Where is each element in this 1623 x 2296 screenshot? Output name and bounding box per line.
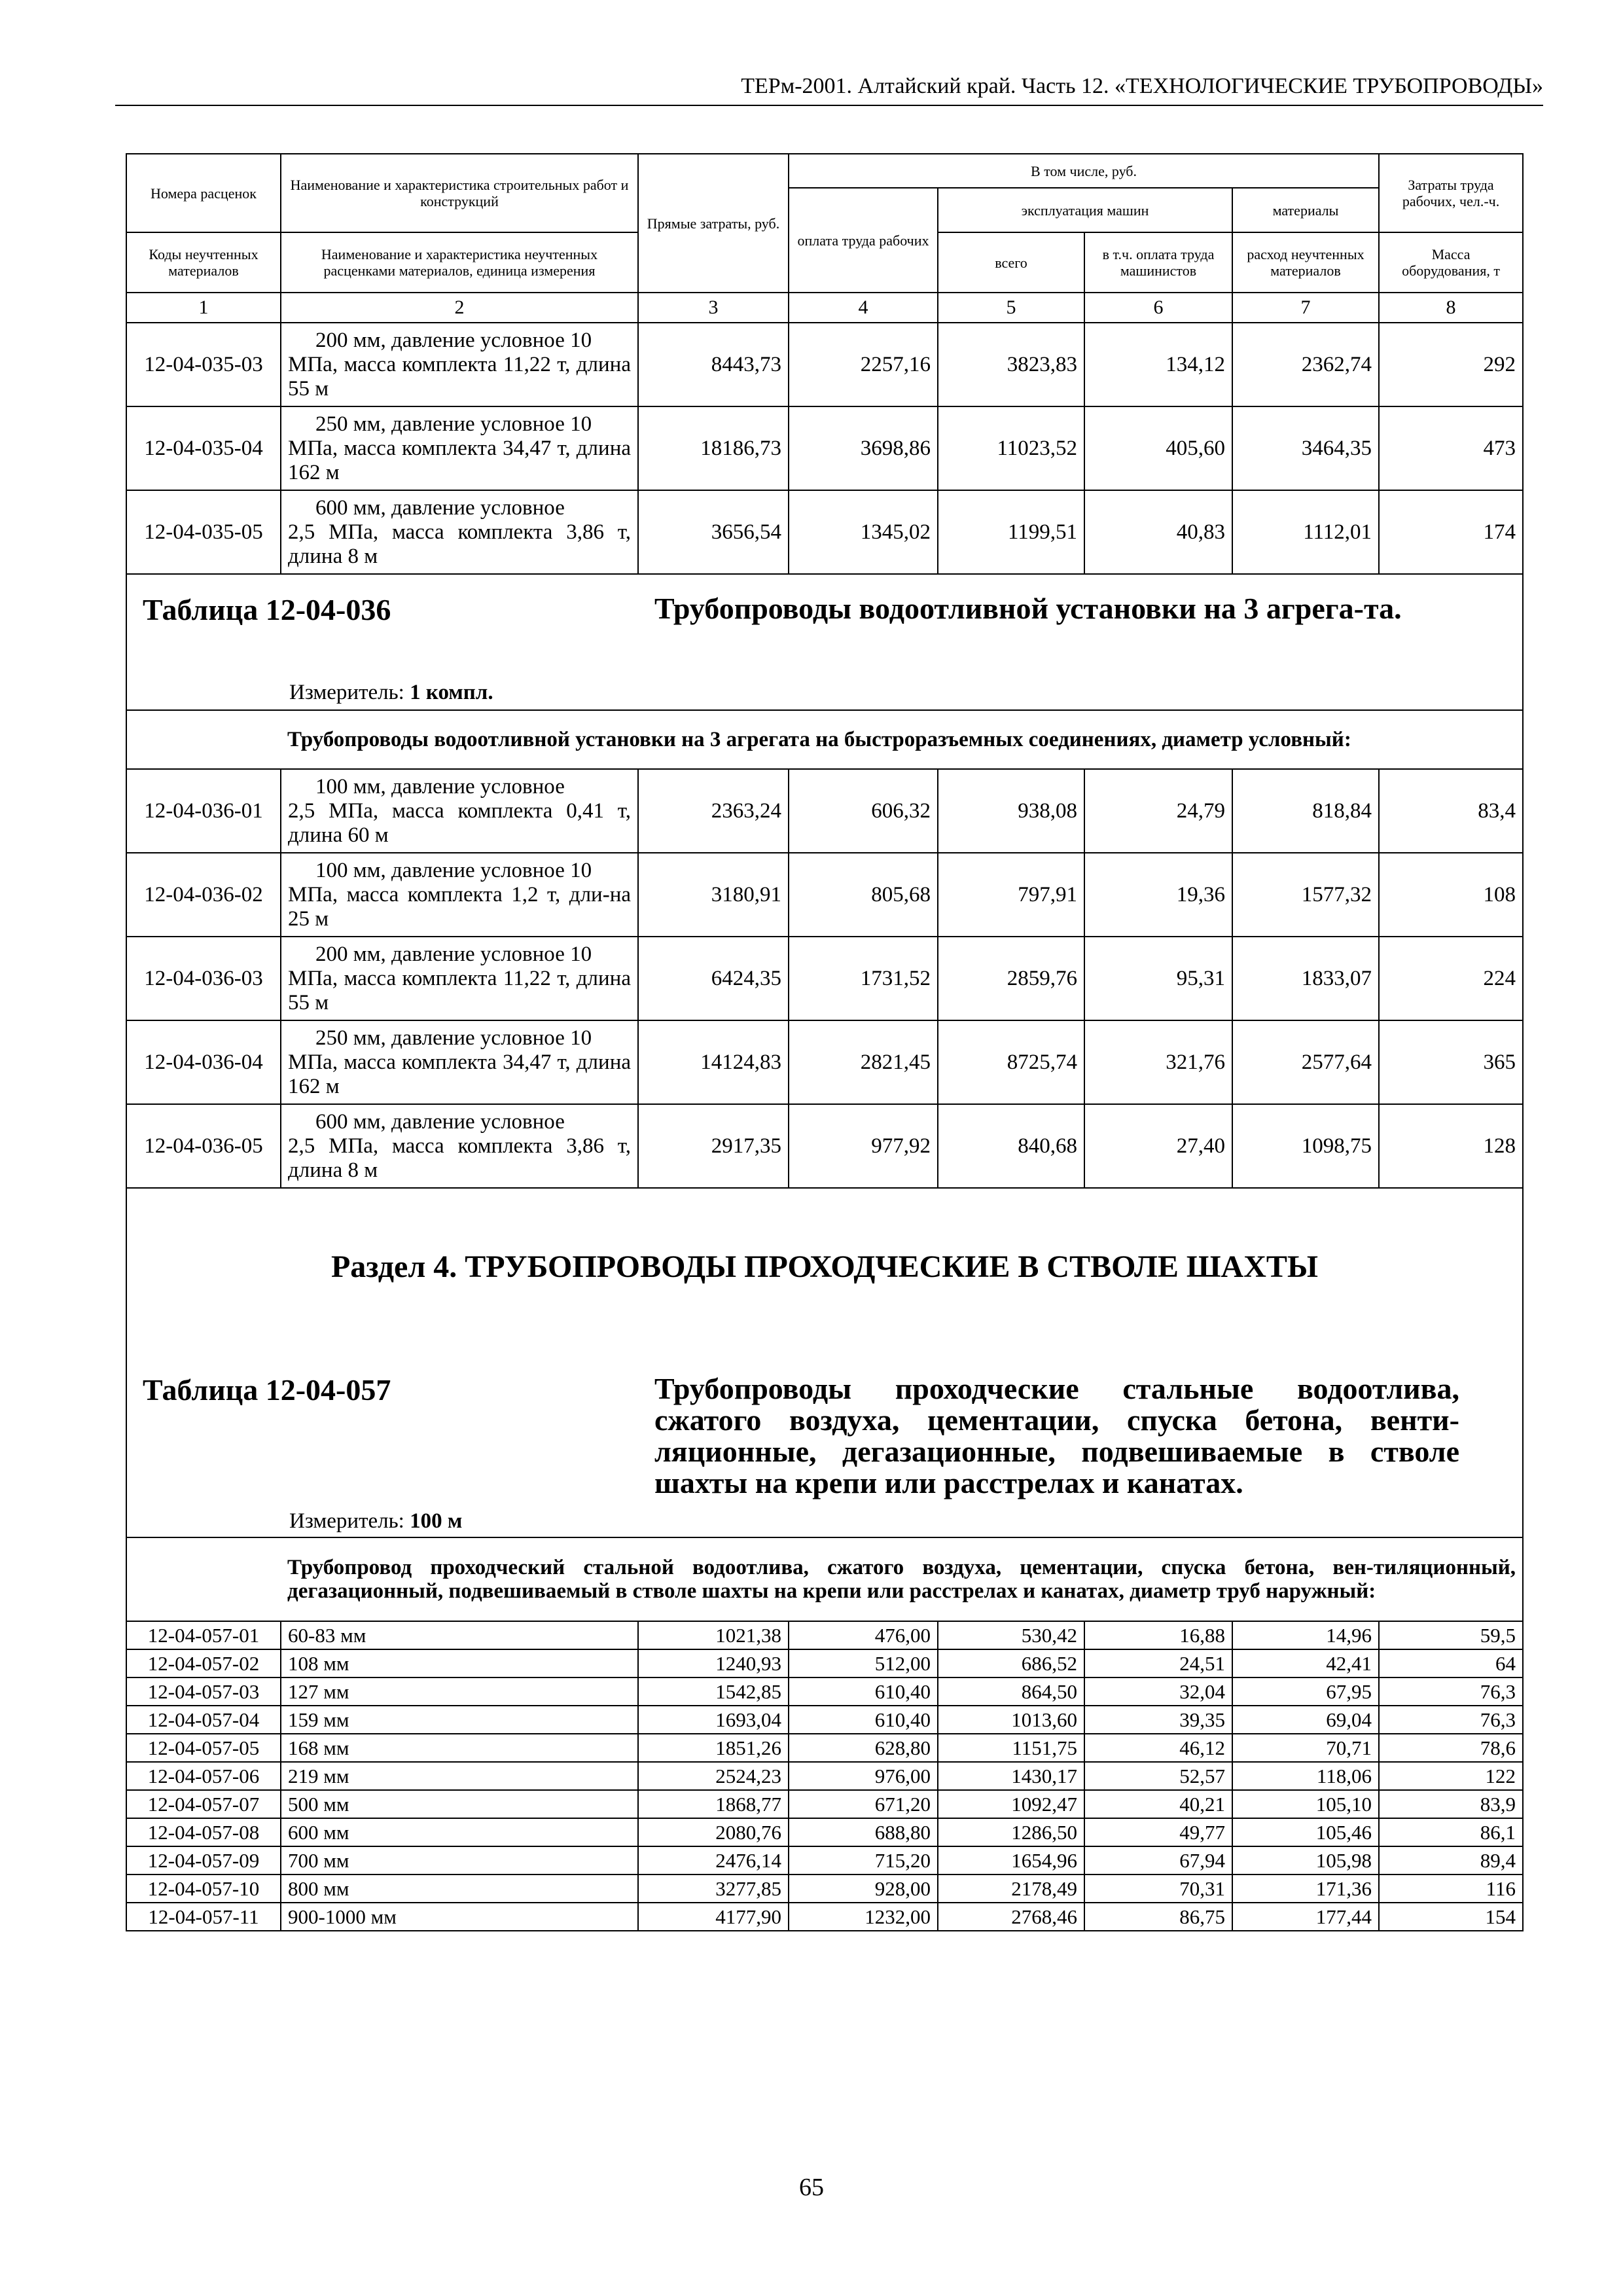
rate-code: 12-04-036-05 bbox=[126, 1104, 281, 1188]
rate-code: 12-04-057-01 bbox=[126, 1621, 281, 1649]
rate-code: 12-04-036-03 bbox=[126, 937, 281, 1020]
direct-costs: 2363,24 bbox=[638, 769, 789, 853]
rate-name bbox=[281, 769, 638, 853]
labor-hours: 473 bbox=[1379, 406, 1523, 490]
column-number: 6 bbox=[1084, 293, 1232, 323]
rate-code: 12-04-057-06 bbox=[126, 1762, 281, 1790]
table-036-block bbox=[126, 574, 1523, 1188]
column-number: 3 bbox=[638, 293, 789, 323]
direct-costs: 18186,73 bbox=[638, 406, 789, 490]
labor-pay: 671,20 bbox=[789, 1790, 938, 1818]
labor-hours: 76,3 bbox=[1379, 1677, 1523, 1706]
rate-name: 600 мм bbox=[281, 1818, 638, 1846]
machinist-pay: 86,75 bbox=[1084, 1903, 1232, 1931]
table-036-group: Трубопроводы водоотливной установки на 3 агрегата на быстроразъемных соединениях, диаметр условный: bbox=[281, 710, 1523, 769]
labor-pay: 928,00 bbox=[789, 1874, 938, 1903]
machines-total: 1286,50 bbox=[938, 1818, 1084, 1846]
labor-hours: 64 bbox=[1379, 1649, 1523, 1677]
rows-057 bbox=[126, 1621, 1523, 1931]
rate-name: 108 мм bbox=[281, 1649, 638, 1677]
group-spacer bbox=[126, 710, 281, 769]
direct-costs: 1693,04 bbox=[638, 1706, 789, 1734]
labor-hours: 122 bbox=[1379, 1762, 1523, 1790]
materials: 105,98 bbox=[1232, 1846, 1379, 1874]
labor-hours: 128 bbox=[1379, 1104, 1523, 1188]
table-row bbox=[126, 1903, 1523, 1931]
materials: 14,96 bbox=[1232, 1621, 1379, 1649]
rate-code: 12-04-035-03 bbox=[126, 323, 281, 406]
labor-pay: 688,80 bbox=[789, 1818, 938, 1846]
rate-name bbox=[281, 406, 638, 490]
labor-pay: 977,92 bbox=[789, 1104, 938, 1188]
direct-costs: 2917,35 bbox=[638, 1104, 789, 1188]
rate-name: 900-1000 мм bbox=[281, 1903, 638, 1931]
measure-value: 1 компл. bbox=[410, 681, 493, 704]
direct-costs: 4177,90 bbox=[638, 1903, 789, 1931]
col1-bottom-header: Коды неучтенных материалов bbox=[126, 232, 281, 293]
machinist-pay: 67,94 bbox=[1084, 1846, 1232, 1874]
rate-code: 12-04-035-05 bbox=[126, 490, 281, 574]
materials: 69,04 bbox=[1232, 1706, 1379, 1734]
rate-name-first: 600 мм, давление условное bbox=[315, 495, 565, 520]
machinist-pay: 19,36 bbox=[1084, 853, 1232, 937]
rate-name-rest: МПа, масса комплекта 34,47 т, длина 162 м bbox=[288, 436, 631, 484]
table-row bbox=[126, 1621, 1523, 1649]
materials-group-header: материалы bbox=[1232, 188, 1379, 232]
table-036-measure bbox=[289, 679, 493, 706]
machines-total: 2178,49 bbox=[938, 1874, 1084, 1903]
column-number: 2 bbox=[281, 293, 638, 323]
page-number: 65 bbox=[799, 2174, 824, 2201]
direct-costs: 1021,38 bbox=[638, 1621, 789, 1649]
table-row bbox=[126, 1790, 1523, 1818]
machinist-pay: 405,60 bbox=[1084, 406, 1232, 490]
col4-header: оплата труда рабочих bbox=[789, 188, 938, 293]
table-057-label: Таблица 12-04-057 bbox=[143, 1373, 391, 1407]
materials: 105,46 bbox=[1232, 1818, 1379, 1846]
rate-name bbox=[281, 1104, 638, 1188]
table-row bbox=[126, 1677, 1523, 1706]
column-number: 1 bbox=[126, 293, 281, 323]
labor-pay: 610,40 bbox=[789, 1677, 938, 1706]
machines-total: 1654,96 bbox=[938, 1846, 1084, 1874]
rows-035 bbox=[126, 323, 1523, 574]
rate-name: 127 мм bbox=[281, 1677, 638, 1706]
rate-code: 12-04-057-08 bbox=[126, 1818, 281, 1846]
rate-name-first: 250 мм, давление условное 10 bbox=[315, 412, 592, 436]
machines-total: 864,50 bbox=[938, 1677, 1084, 1706]
rate-name bbox=[281, 1020, 638, 1104]
materials: 1577,32 bbox=[1232, 853, 1379, 937]
labor-hours: 78,6 bbox=[1379, 1734, 1523, 1762]
section-4-title: Раздел 4. ТРУБОПРОВОДЫ ПРОХОДЧЕСКИЕ В СТВОЛЕ ШАХТЫ bbox=[330, 1249, 1319, 1284]
machines-total: 938,08 bbox=[938, 769, 1084, 853]
machinist-pay: 70,31 bbox=[1084, 1874, 1232, 1903]
machines-group-header: эксплуатация машин bbox=[938, 188, 1232, 232]
rate-name-rest: 2,5 МПа, масса комплекта 0,41 т, длина 60 м bbox=[288, 798, 631, 847]
machinist-pay: 321,76 bbox=[1084, 1020, 1232, 1104]
column-number: 4 bbox=[789, 293, 938, 323]
table-row bbox=[126, 1762, 1523, 1790]
machines-total: 1151,75 bbox=[938, 1734, 1084, 1762]
table-036-caption: Трубопроводы водоотливной установки на 3 агрега-та. bbox=[654, 592, 1402, 625]
rate-code: 12-04-035-04 bbox=[126, 406, 281, 490]
rate-name-rest: 2,5 МПа, масса комплекта 3,86 т, длина 8 м bbox=[288, 1134, 631, 1182]
rate-name-rest: 2,5 МПа, масса комплекта 3,86 т, длина 8 м bbox=[288, 520, 631, 568]
labor-pay: 1232,00 bbox=[789, 1903, 938, 1931]
direct-costs: 2476,14 bbox=[638, 1846, 789, 1874]
materials: 118,06 bbox=[1232, 1762, 1379, 1790]
machines-total: 1092,47 bbox=[938, 1790, 1084, 1818]
direct-costs: 1868,77 bbox=[638, 1790, 789, 1818]
rate-code: 12-04-057-02 bbox=[126, 1649, 281, 1677]
table-row bbox=[126, 490, 1523, 574]
table-header bbox=[126, 154, 1523, 323]
materials: 42,41 bbox=[1232, 1649, 1379, 1677]
rate-name bbox=[281, 490, 638, 574]
direct-costs: 14124,83 bbox=[638, 1020, 789, 1104]
machines-total: 686,52 bbox=[938, 1649, 1084, 1677]
machinist-pay: 40,21 bbox=[1084, 1790, 1232, 1818]
machines-total: 2859,76 bbox=[938, 937, 1084, 1020]
table-row bbox=[126, 1104, 1523, 1188]
col3-header: Прямые затраты, руб. bbox=[638, 154, 789, 293]
materials: 3464,35 bbox=[1232, 406, 1379, 490]
rate-name-first: 600 мм, давление условное bbox=[315, 1109, 565, 1134]
rate-name-first: 200 мм, давление условное 10 bbox=[315, 942, 592, 966]
materials: 1112,01 bbox=[1232, 490, 1379, 574]
direct-costs: 3180,91 bbox=[638, 853, 789, 937]
labor-hours: 116 bbox=[1379, 1874, 1523, 1903]
rate-name bbox=[281, 853, 638, 937]
table-row bbox=[126, 853, 1523, 937]
materials: 105,10 bbox=[1232, 1790, 1379, 1818]
rates-table bbox=[126, 153, 1524, 1931]
rate-name: 800 мм bbox=[281, 1874, 638, 1903]
rate-name: 700 мм bbox=[281, 1846, 638, 1874]
labor-pay: 476,00 bbox=[789, 1621, 938, 1649]
rate-name-rest: МПа, масса комплекта 34,47 т, длина 162 м bbox=[288, 1050, 631, 1098]
labor-pay: 805,68 bbox=[789, 853, 938, 937]
including-group-header: В том числе, руб. bbox=[789, 154, 1379, 188]
machines-total: 11023,52 bbox=[938, 406, 1084, 490]
direct-costs: 3277,85 bbox=[638, 1874, 789, 1903]
table-057-group: Трубопровод проходческий стальной водоотлива, сжатого воздуха, цементации, спуска бетона, вен-тиляционный, дегазационный, подвешиваемый в стволе шахты на крепи или расстрелах и канатах, диаметр труб наружный: bbox=[281, 1537, 1523, 1621]
rate-code: 12-04-057-09 bbox=[126, 1846, 281, 1874]
direct-costs: 1240,93 bbox=[638, 1649, 789, 1677]
column-number: 8 bbox=[1379, 293, 1523, 323]
labor-hours: 174 bbox=[1379, 490, 1523, 574]
machinist-pay: 32,04 bbox=[1084, 1677, 1232, 1706]
materials: 67,95 bbox=[1232, 1677, 1379, 1706]
machinist-pay: 27,40 bbox=[1084, 1104, 1232, 1188]
labor-pay: 976,00 bbox=[789, 1762, 938, 1790]
rate-name bbox=[281, 323, 638, 406]
labor-pay: 610,40 bbox=[789, 1706, 938, 1734]
rate-name: 159 мм bbox=[281, 1706, 638, 1734]
group-spacer bbox=[126, 1537, 281, 1621]
materials: 171,36 bbox=[1232, 1874, 1379, 1903]
rate-name-first: 100 мм, давление условное bbox=[315, 774, 565, 798]
table-row bbox=[126, 1874, 1523, 1903]
machinist-pay: 46,12 bbox=[1084, 1734, 1232, 1762]
measure-value: 100 м bbox=[410, 1509, 463, 1533]
machinist-pay: 52,57 bbox=[1084, 1762, 1232, 1790]
machines-total: 3823,83 bbox=[938, 323, 1084, 406]
rate-name: 60-83 мм bbox=[281, 1621, 638, 1649]
machines-total: 797,91 bbox=[938, 853, 1084, 937]
machines-total: 1199,51 bbox=[938, 490, 1084, 574]
materials: 70,71 bbox=[1232, 1734, 1379, 1762]
labor-hours: 365 bbox=[1379, 1020, 1523, 1104]
labor-pay: 1345,02 bbox=[789, 490, 938, 574]
materials: 177,44 bbox=[1232, 1903, 1379, 1931]
rate-name-first: 100 мм, давление условное 10 bbox=[315, 858, 592, 882]
rate-name: 219 мм bbox=[281, 1762, 638, 1790]
machinist-pay: 49,77 bbox=[1084, 1818, 1232, 1846]
labor-hours: 292 bbox=[1379, 323, 1523, 406]
col8-top-header: Затраты труда рабочих, чел.-ч. bbox=[1379, 154, 1523, 232]
direct-costs: 2524,23 bbox=[638, 1762, 789, 1790]
rate-code: 12-04-036-02 bbox=[126, 853, 281, 937]
table-036-label: Таблица 12-04-036 bbox=[143, 593, 391, 626]
materials: 2362,74 bbox=[1232, 323, 1379, 406]
section-4-block bbox=[126, 1188, 1523, 1621]
col6-header: в т.ч. оплата труда машинистов bbox=[1084, 232, 1232, 293]
machinist-pay: 16,88 bbox=[1084, 1621, 1232, 1649]
machines-total: 840,68 bbox=[938, 1104, 1084, 1188]
direct-costs: 3656,54 bbox=[638, 490, 789, 574]
table-row bbox=[126, 1846, 1523, 1874]
machinist-pay: 95,31 bbox=[1084, 937, 1232, 1020]
materials: 1833,07 bbox=[1232, 937, 1379, 1020]
machinist-pay: 40,83 bbox=[1084, 490, 1232, 574]
machines-total: 2768,46 bbox=[938, 1903, 1084, 1931]
labor-pay: 628,80 bbox=[789, 1734, 938, 1762]
labor-hours: 89,4 bbox=[1379, 1846, 1523, 1874]
rate-name-rest: МПа, масса комплекта 1,2 т, дли-на 25 м bbox=[288, 882, 631, 931]
table-row bbox=[126, 937, 1523, 1020]
machinist-pay: 39,35 bbox=[1084, 1706, 1232, 1734]
labor-hours: 224 bbox=[1379, 937, 1523, 1020]
running-header: ТЕРм-2001. Алтайский край. Часть 12. «ТЕХНОЛОГИЧЕСКИЕ ТРУБОПРОВОДЫ» bbox=[741, 74, 1543, 98]
rate-code: 12-04-036-01 bbox=[126, 769, 281, 853]
labor-hours: 86,1 bbox=[1379, 1818, 1523, 1846]
rate-code: 12-04-057-05 bbox=[126, 1734, 281, 1762]
direct-costs: 2080,76 bbox=[638, 1818, 789, 1846]
measure-label: Измеритель: bbox=[289, 1509, 404, 1533]
machinist-pay: 134,12 bbox=[1084, 323, 1232, 406]
direct-costs: 6424,35 bbox=[638, 937, 789, 1020]
column-numbers-row bbox=[126, 293, 1523, 323]
labor-hours: 59,5 bbox=[1379, 1621, 1523, 1649]
labor-pay: 1731,52 bbox=[789, 937, 938, 1020]
materials: 2577,64 bbox=[1232, 1020, 1379, 1104]
table-row bbox=[126, 1734, 1523, 1762]
col2-top-header: Наименование и характеристика строительных работ и конструкций bbox=[281, 154, 638, 232]
column-number: 5 bbox=[938, 293, 1084, 323]
col7-header: расход неучтенных материалов bbox=[1232, 232, 1379, 293]
rate-code: 12-04-036-04 bbox=[126, 1020, 281, 1104]
rate-code: 12-04-057-10 bbox=[126, 1874, 281, 1903]
rate-name-rest: МПа, масса комплекта 11,22 т, длина 55 м bbox=[288, 352, 631, 401]
rate-code: 12-04-057-03 bbox=[126, 1677, 281, 1706]
machines-total: 1430,17 bbox=[938, 1762, 1084, 1790]
labor-hours: 83,4 bbox=[1379, 769, 1523, 853]
table-row bbox=[126, 1649, 1523, 1677]
col1-top-header: Номера расценок bbox=[126, 154, 281, 232]
header-rule bbox=[115, 105, 1543, 106]
table-036-title bbox=[126, 574, 1523, 710]
rate-name bbox=[281, 937, 638, 1020]
col2-bottom-header: Наименование и характеристика неучтенных расценками материалов, единица измерения bbox=[281, 232, 638, 293]
materials: 1098,75 bbox=[1232, 1104, 1379, 1188]
col8-bottom-header: Масса оборудования, т bbox=[1379, 232, 1523, 293]
labor-pay: 606,32 bbox=[789, 769, 938, 853]
direct-costs: 1542,85 bbox=[638, 1677, 789, 1706]
table-row bbox=[126, 1020, 1523, 1104]
machines-total: 1013,60 bbox=[938, 1706, 1084, 1734]
table-row bbox=[126, 769, 1523, 853]
rate-name: 168 мм bbox=[281, 1734, 638, 1762]
rate-name-rest: МПа, масса комплекта 11,22 т, длина 55 м bbox=[288, 966, 631, 1014]
col5-header: всего bbox=[938, 232, 1084, 293]
rate-code: 12-04-057-07 bbox=[126, 1790, 281, 1818]
table-row bbox=[126, 406, 1523, 490]
labor-pay: 2257,16 bbox=[789, 323, 938, 406]
column-number: 7 bbox=[1232, 293, 1379, 323]
labor-pay: 715,20 bbox=[789, 1846, 938, 1874]
labor-hours: 83,9 bbox=[1379, 1790, 1523, 1818]
rate-name-first: 250 мм, давление условное 10 bbox=[315, 1026, 592, 1050]
table-057-caption: Трубопроводы проходческие стальные водоотлива, сжатого воздуха, цементации, спуска бетона, венти-ляционные, дегазационные, подвешиваемые в стволе шахты на крепи или расстрелах и канатах. bbox=[654, 1372, 1459, 1499]
labor-hours: 108 bbox=[1379, 853, 1523, 937]
labor-pay: 3698,86 bbox=[789, 406, 938, 490]
labor-pay: 512,00 bbox=[789, 1649, 938, 1677]
labor-pay: 2821,45 bbox=[789, 1020, 938, 1104]
materials: 818,84 bbox=[1232, 769, 1379, 853]
machines-total: 530,42 bbox=[938, 1621, 1084, 1649]
measure-label: Измеритель: bbox=[289, 681, 404, 704]
table-057-measure bbox=[289, 1508, 462, 1534]
machinist-pay: 24,79 bbox=[1084, 769, 1232, 853]
table-row bbox=[126, 1818, 1523, 1846]
rate-code: 12-04-057-11 bbox=[126, 1903, 281, 1931]
machines-total: 8725,74 bbox=[938, 1020, 1084, 1104]
labor-hours: 76,3 bbox=[1379, 1706, 1523, 1734]
table-row bbox=[126, 323, 1523, 406]
direct-costs: 1851,26 bbox=[638, 1734, 789, 1762]
machinist-pay: 24,51 bbox=[1084, 1649, 1232, 1677]
rate-name-first: 200 мм, давление условное 10 bbox=[315, 328, 592, 352]
section-4-title-cell bbox=[126, 1188, 1523, 1537]
rate-name: 500 мм bbox=[281, 1790, 638, 1818]
labor-hours: 154 bbox=[1379, 1903, 1523, 1931]
table-row bbox=[126, 1706, 1523, 1734]
direct-costs: 8443,73 bbox=[638, 323, 789, 406]
rate-code: 12-04-057-04 bbox=[126, 1706, 281, 1734]
